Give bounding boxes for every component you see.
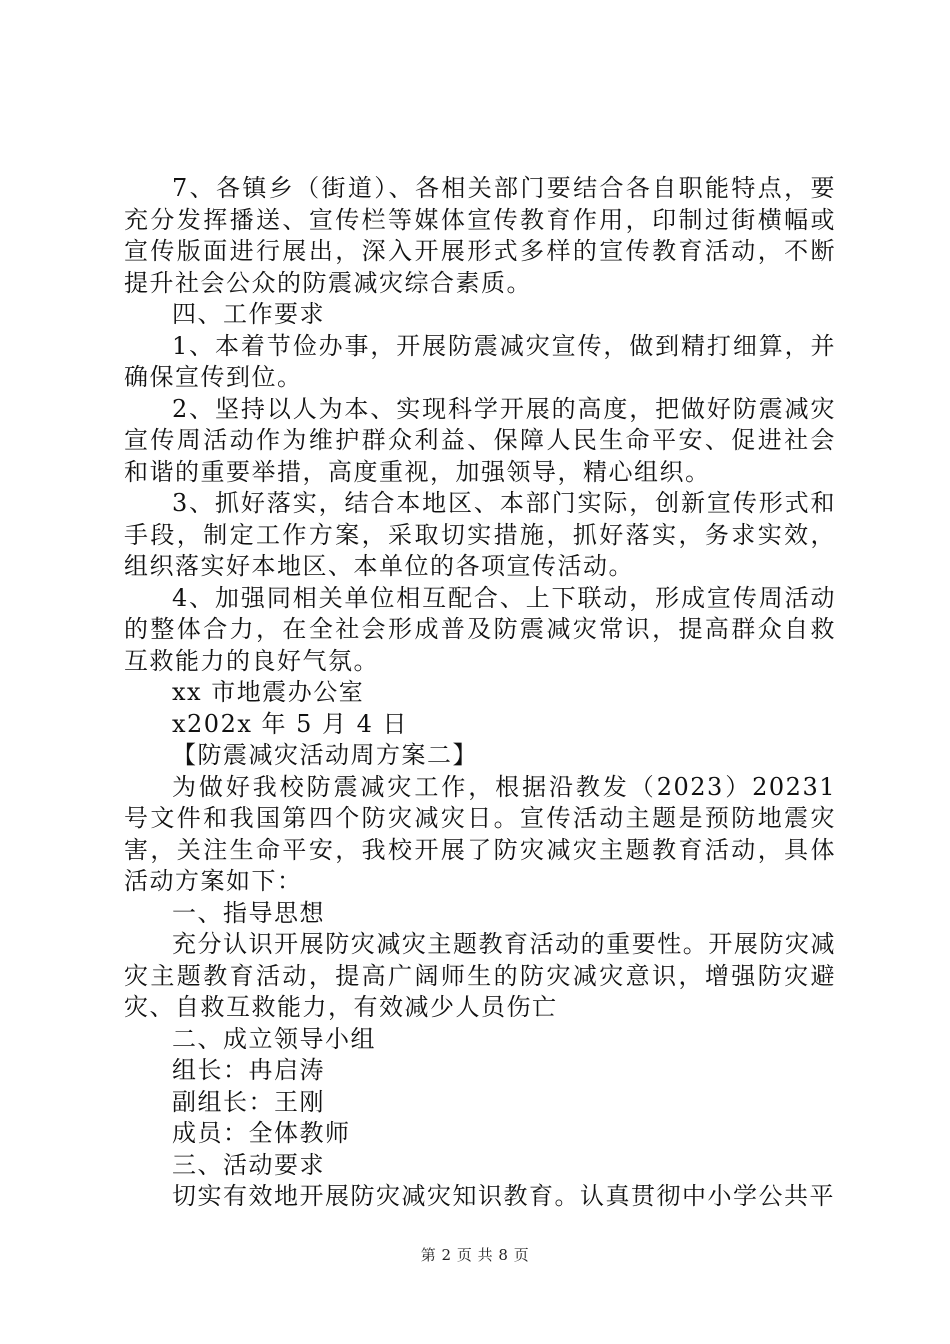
section-heading-work-requirements: 四、工作要求: [172, 300, 325, 328]
paragraph-item-7: 7、各镇乡（街道）、各相关部门要结合各自职能特点，要充分发挥播送、宣传栏等媒体宣传教育作用，印制过街横幅或宣传版面进行展出，深入开展形式多样的宣传教育活动，不断提升社会公众的防震减灾综合素质。: [124, 174, 836, 297]
page-number-label: 第 2 页 共 8 页: [420, 1246, 530, 1264]
plan-two-title: 【防震减灾活动周方案二】: [172, 741, 478, 769]
requirement-item-3: 3、抓好落实，结合本地区、本部门实际，创新宣传形式和手段，制定工作方案，采取切实措施，抓好落实，务求实效，组织落实好本地区、本单位的各项宣传活动。: [124, 489, 836, 580]
requirement-item-4: 4、加强同相关单位相互配合、上下联动，形成宣传周活动的整体合力，在全社会形成普及防震减灾常识，提高群众自救互救能力的良好气氛。: [124, 583, 836, 675]
deputy-leader-line: 副组长：王刚: [172, 1087, 325, 1116]
page-footer: [0, 1245, 950, 1265]
guiding-ideology-body: 充分认识开展防灾减灾主题教育活动的重要性。开展防灾减灾主题教育活动，提高广阔师生的防灾减灾意识，增强防灾避灾、自救互救能力，有效减少人员伤亡: [124, 930, 836, 1021]
leader-line: 组长：冉启涛: [172, 1056, 325, 1084]
plan-two-intro: 为做好我校防震减灾工作，根据沿教发（2023）20231 号文件和我国第四个防灾减灾日。宣传活动主题是预防地震灾害，关注生命平安，我校开展了防灾减灾主题教育活动，具体活动方案如下：: [124, 772, 836, 895]
activity-requirements-body: 切实有效地开展防灾减灾知识教育。认真贯彻中小学公共平: [172, 1182, 835, 1210]
issuer-name: xx 市地震办公室: [172, 678, 365, 706]
members-line: 成员：全体教师: [172, 1119, 351, 1147]
requirement-item-2: 2、坚持以人为本、实现科学开展的高度，把做好防震减灾宣传周活动作为维护群众利益、保障人民生命平安、促进社会和谐的重要举措，高度重视，加强领导，精心组织。: [124, 394, 836, 486]
issue-date: x202x 年 5 月 4 日: [172, 709, 409, 738]
section-heading-guiding-ideology: 一、指导思想: [172, 898, 325, 927]
section-heading-activity-requirements: 三、活动要求: [172, 1150, 325, 1179]
requirement-item-1: 1、本着节俭办事，开展防震减灾宣传，做到精打细算，并确保宣传到位。: [124, 331, 836, 391]
section-heading-leadership-group: 二、成立领导小组: [172, 1024, 376, 1053]
document-body: [124, 173, 836, 1213]
